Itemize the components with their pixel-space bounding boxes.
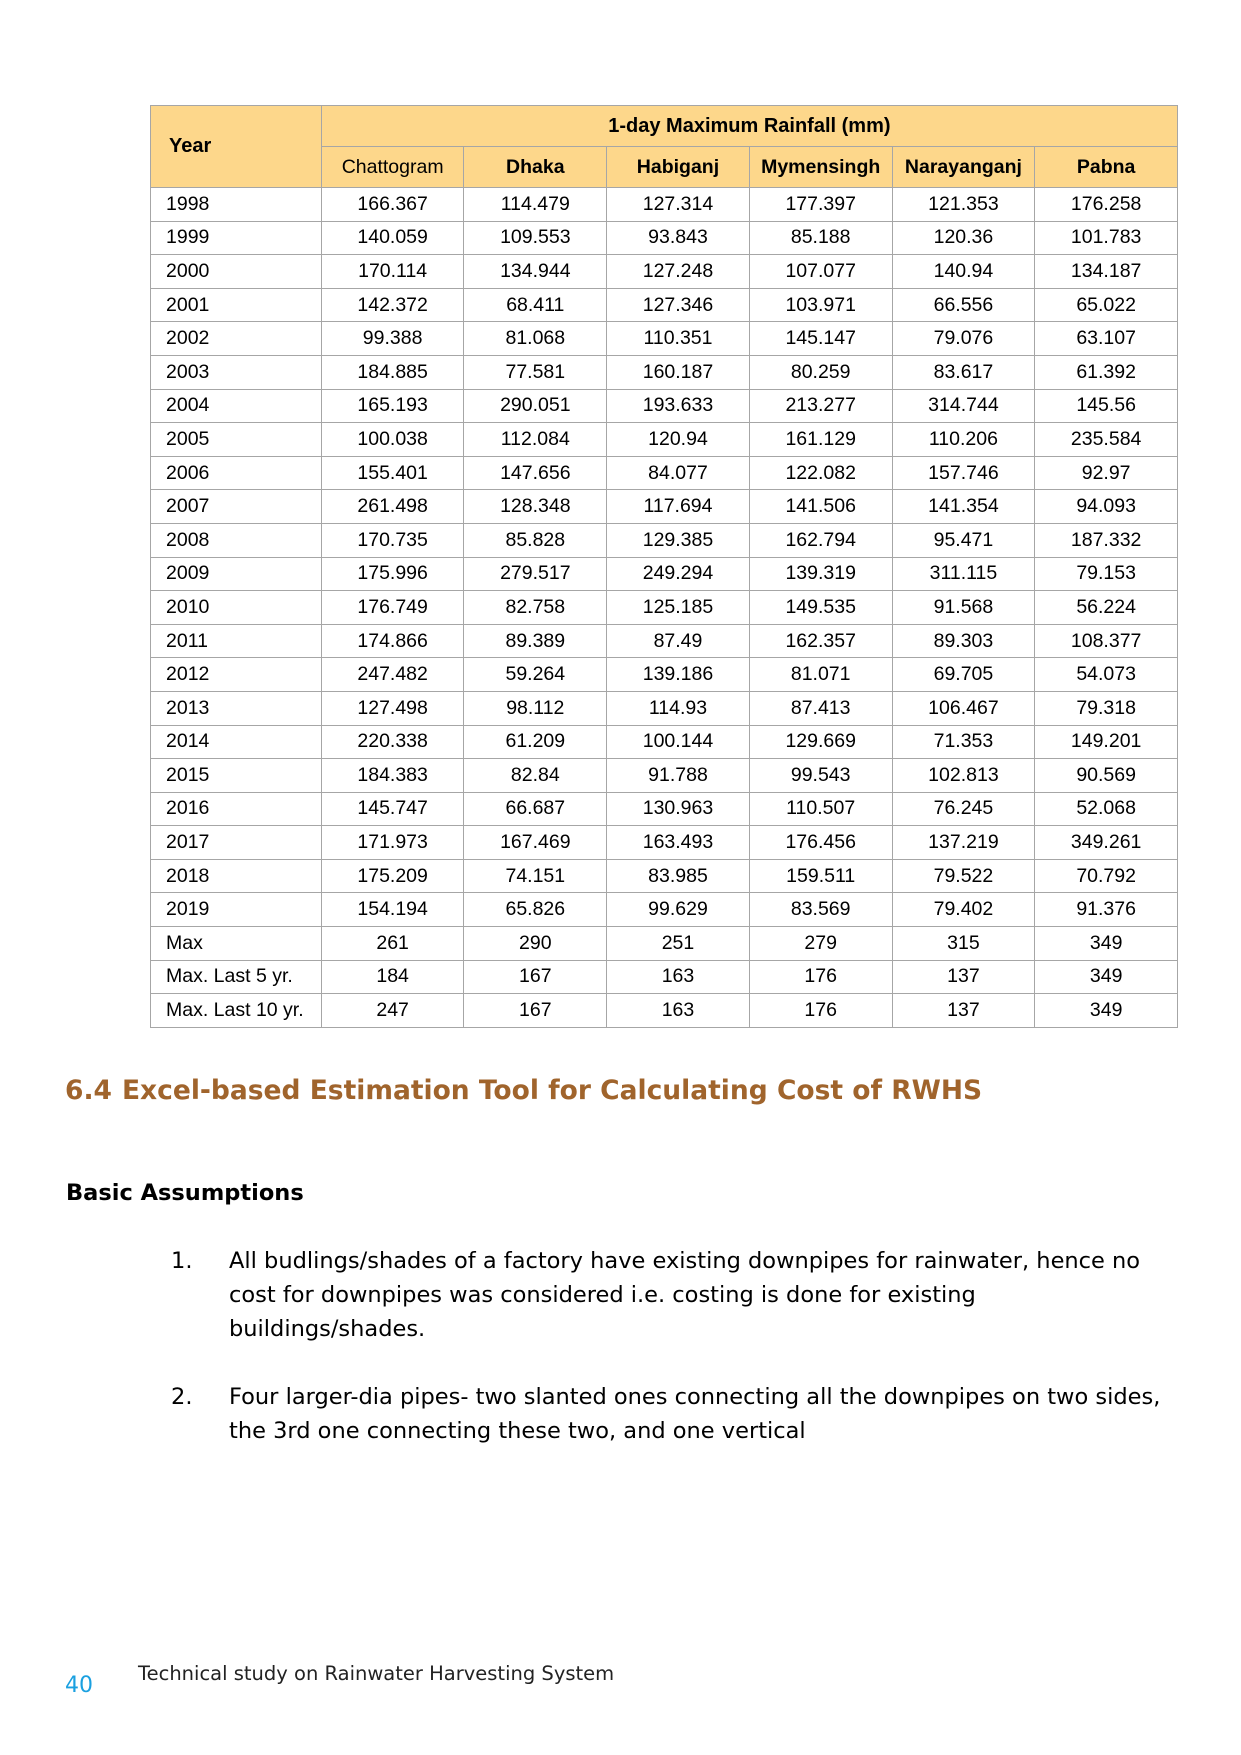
rainfall-value-cell: 147.656	[464, 456, 607, 490]
rainfall-value-cell: 137.219	[892, 826, 1035, 860]
row-label-cell: 2018	[151, 859, 322, 893]
rainfall-value-cell: 92.97	[1035, 456, 1178, 490]
table-row	[151, 658, 1178, 692]
table-row	[151, 759, 1178, 793]
rainfall-value-cell: 129.385	[607, 523, 750, 557]
rainfall-value-cell: 127.314	[607, 188, 750, 222]
rainfall-value-cell: 161.129	[749, 423, 892, 457]
assumption-text: All budlings/shades of a factory have existing downpipes for rainwater, hence no cost for downpipes was considered i.e. costing is done for existing buildings/shades.	[229, 1248, 1141, 1342]
table-row	[151, 792, 1178, 826]
rainfall-value-cell: 176.749	[321, 591, 464, 625]
rainfall-value-cell: 89.389	[464, 624, 607, 658]
rainfall-value-cell: 137	[892, 994, 1035, 1028]
table-row	[151, 523, 1178, 557]
table-row	[151, 423, 1178, 457]
rainfall-value-cell: 167.469	[464, 826, 607, 860]
rainfall-value-cell: 175.996	[321, 557, 464, 591]
rainfall-value-cell: 81.071	[749, 658, 892, 692]
rainfall-value-cell: 61.209	[464, 725, 607, 759]
rainfall-value-cell: 349.261	[1035, 826, 1178, 860]
rainfall-value-cell: 140.059	[321, 221, 464, 255]
rainfall-value-cell: 170.735	[321, 523, 464, 557]
rainfall-value-cell: 99.629	[607, 893, 750, 927]
table-row	[151, 624, 1178, 658]
rainfall-value-cell: 193.633	[607, 389, 750, 423]
page-number: 40	[65, 1673, 93, 1698]
row-label-cell: 2015	[151, 759, 322, 793]
rainfall-value-cell: 110.206	[892, 423, 1035, 457]
rainfall-value-cell: 171.973	[321, 826, 464, 860]
rainfall-value-cell: 167	[464, 960, 607, 994]
rainfall-value-cell: 93.843	[607, 221, 750, 255]
rainfall-value-cell: 167	[464, 994, 607, 1028]
column-header-pabna: Pabna	[1035, 147, 1178, 188]
rainfall-value-cell: 290.051	[464, 389, 607, 423]
rainfall-value-cell: 290	[464, 927, 607, 961]
rainfall-value-cell: 66.687	[464, 792, 607, 826]
rainfall-value-cell: 110.351	[607, 322, 750, 356]
rainfall-value-cell: 247.482	[321, 658, 464, 692]
row-label-cell: 2017	[151, 826, 322, 860]
rainfall-value-cell: 177.397	[749, 188, 892, 222]
rainfall-value-cell: 279.517	[464, 557, 607, 591]
rainfall-value-cell: 95.471	[892, 523, 1035, 557]
rainfall-value-cell: 76.245	[892, 792, 1035, 826]
table-row	[151, 927, 1178, 961]
rainfall-value-cell: 102.813	[892, 759, 1035, 793]
rainfall-value-cell: 54.073	[1035, 658, 1178, 692]
subheading: Basic Assumptions	[66, 1180, 304, 1206]
table-row	[151, 355, 1178, 389]
rainfall-value-cell: 110.507	[749, 792, 892, 826]
table-row	[151, 859, 1178, 893]
rainfall-value-cell: 134.944	[464, 255, 607, 289]
rainfall-value-cell: 79.153	[1035, 557, 1178, 591]
column-header-dhaka: Dhaka	[464, 147, 607, 188]
table-row	[151, 255, 1178, 289]
rainfall-value-cell: 127.346	[607, 288, 750, 322]
rainfall-value-cell: 65.826	[464, 893, 607, 927]
year-header: Year	[151, 106, 322, 188]
rainfall-value-cell: 174.866	[321, 624, 464, 658]
rainfall-value-cell: 176	[749, 994, 892, 1028]
rainfall-value-cell: 163.493	[607, 826, 750, 860]
row-label-cell: Max	[151, 927, 322, 961]
rainfall-value-cell: 125.185	[607, 591, 750, 625]
rainfall-value-cell: 101.783	[1035, 221, 1178, 255]
assumption-text: Four larger-dia pipes- two slanted ones connecting all the downpipes on two sides, the 3rd one connecting these two, and one vertical	[229, 1384, 1161, 1444]
rainfall-value-cell: 108.377	[1035, 624, 1178, 658]
assumption-item	[171, 1380, 1161, 1448]
rainfall-value-cell: 69.705	[892, 658, 1035, 692]
rainfall-value-cell: 106.467	[892, 691, 1035, 725]
rainfall-value-cell: 184	[321, 960, 464, 994]
rainfall-value-cell: 349	[1035, 927, 1178, 961]
rainfall-value-cell: 311.115	[892, 557, 1035, 591]
rainfall-value-cell: 130.963	[607, 792, 750, 826]
rainfall-value-cell: 89.303	[892, 624, 1035, 658]
rainfall-value-cell: 98.112	[464, 691, 607, 725]
rainfall-value-cell: 112.084	[464, 423, 607, 457]
rainfall-value-cell: 261.498	[321, 490, 464, 524]
rainfall-value-cell: 63.107	[1035, 322, 1178, 356]
rainfall-value-cell: 91.568	[892, 591, 1035, 625]
rainfall-value-cell: 184.383	[321, 759, 464, 793]
row-label-cell: 2000	[151, 255, 322, 289]
row-label-cell: 2010	[151, 591, 322, 625]
table-row	[151, 322, 1178, 356]
rainfall-value-cell: 82.84	[464, 759, 607, 793]
rainfall-value-cell: 61.392	[1035, 355, 1178, 389]
rainfall-value-cell: 100.038	[321, 423, 464, 457]
rainfall-value-cell: 349	[1035, 960, 1178, 994]
rainfall-value-cell: 109.553	[464, 221, 607, 255]
row-label-cell: Max. Last 10 yr.	[151, 994, 322, 1028]
row-label-cell: 2004	[151, 389, 322, 423]
rainfall-value-cell: 129.669	[749, 725, 892, 759]
rainfall-value-cell: 251	[607, 927, 750, 961]
row-label-cell: 2014	[151, 725, 322, 759]
rainfall-value-cell: 66.556	[892, 288, 1035, 322]
section-title: Excel-based Estimation Tool for Calculating Cost of RWHS	[121, 1075, 983, 1106]
rainfall-value-cell: 163	[607, 994, 750, 1028]
rainfall-value-cell: 91.788	[607, 759, 750, 793]
table-row	[151, 893, 1178, 927]
rainfall-value-cell: 52.068	[1035, 792, 1178, 826]
row-label-cell: 2012	[151, 658, 322, 692]
rainfall-value-cell: 128.348	[464, 490, 607, 524]
table-row	[151, 456, 1178, 490]
rainfall-value-cell: 279	[749, 927, 892, 961]
rainfall-value-cell: 139.319	[749, 557, 892, 591]
rainfall-value-cell: 99.543	[749, 759, 892, 793]
row-label-cell: 2002	[151, 322, 322, 356]
rainfall-value-cell: 77.581	[464, 355, 607, 389]
rainfall-value-cell: 140.94	[892, 255, 1035, 289]
rainfall-value-cell: 79.318	[1035, 691, 1178, 725]
rainfall-value-cell: 141.354	[892, 490, 1035, 524]
rainfall-value-cell: 70.792	[1035, 859, 1178, 893]
rainfall-value-cell: 114.93	[607, 691, 750, 725]
rainfall-value-cell: 220.338	[321, 725, 464, 759]
rainfall-value-cell: 87.413	[749, 691, 892, 725]
rainfall-value-cell: 176.258	[1035, 188, 1178, 222]
rainfall-value-cell: 56.224	[1035, 591, 1178, 625]
rainfall-value-cell: 149.201	[1035, 725, 1178, 759]
table-row	[151, 221, 1178, 255]
row-label-cell: 2019	[151, 893, 322, 927]
rainfall-value-cell: 145.56	[1035, 389, 1178, 423]
rainfall-value-cell: 176	[749, 960, 892, 994]
column-header-narayanganj: Narayanganj	[892, 147, 1035, 188]
rainfall-value-cell: 83.985	[607, 859, 750, 893]
rainfall-value-cell: 120.94	[607, 423, 750, 457]
row-label-cell: 2011	[151, 624, 322, 658]
rainfall-value-cell: 315	[892, 927, 1035, 961]
rainfall-value-cell: 71.353	[892, 725, 1035, 759]
rainfall-value-cell: 145.147	[749, 322, 892, 356]
rainfall-value-cell: 149.535	[749, 591, 892, 625]
rainfall-value-cell: 117.694	[607, 490, 750, 524]
column-header-habiganj: Habiganj	[607, 147, 750, 188]
rainfall-value-cell: 127.248	[607, 255, 750, 289]
table-row	[151, 725, 1178, 759]
rainfall-value-cell: 314.744	[892, 389, 1035, 423]
table-row	[151, 557, 1178, 591]
table-row	[151, 288, 1178, 322]
rainfall-value-cell: 100.144	[607, 725, 750, 759]
rainfall-value-cell: 81.068	[464, 322, 607, 356]
rainfall-value-cell: 85.188	[749, 221, 892, 255]
row-label-cell: 2003	[151, 355, 322, 389]
table-row	[151, 188, 1178, 222]
rainfall-value-cell: 79.076	[892, 322, 1035, 356]
row-label-cell: 1999	[151, 221, 322, 255]
rainfall-value-cell: 127.498	[321, 691, 464, 725]
rainfall-value-cell: 139.186	[607, 658, 750, 692]
section-heading	[65, 1075, 982, 1106]
table-row	[151, 994, 1178, 1028]
rainfall-value-cell: 122.082	[749, 456, 892, 490]
table-row	[151, 591, 1178, 625]
rainfall-value-cell: 176.456	[749, 826, 892, 860]
footer-title: Technical study on Rainwater Harvesting System	[138, 1662, 615, 1685]
row-label-cell: 2009	[151, 557, 322, 591]
rainfall-value-cell: 170.114	[321, 255, 464, 289]
row-label-cell: 2016	[151, 792, 322, 826]
rainfall-value-cell: 74.151	[464, 859, 607, 893]
rainfall-value-cell: 79.522	[892, 859, 1035, 893]
rainfall-value-cell: 91.376	[1035, 893, 1178, 927]
rainfall-value-cell: 157.746	[892, 456, 1035, 490]
row-label-cell: 2005	[151, 423, 322, 457]
rainfall-table-body	[151, 188, 1178, 1028]
rainfall-value-cell: 249.294	[607, 557, 750, 591]
row-label-cell: 2001	[151, 288, 322, 322]
rainfall-value-cell: 137	[892, 960, 1035, 994]
rainfall-value-cell: 175.209	[321, 859, 464, 893]
rainfall-value-cell: 160.187	[607, 355, 750, 389]
rainfall-value-cell: 349	[1035, 994, 1178, 1028]
rainfall-value-cell: 103.971	[749, 288, 892, 322]
row-label-cell: 2007	[151, 490, 322, 524]
column-header-chattogram: Chattogram	[321, 147, 464, 188]
rainfall-value-cell: 68.411	[464, 288, 607, 322]
rainfall-value-cell: 187.332	[1035, 523, 1178, 557]
rainfall-value-cell: 213.277	[749, 389, 892, 423]
rainfall-value-cell: 247	[321, 994, 464, 1028]
rainfall-value-cell: 83.569	[749, 893, 892, 927]
rainfall-value-cell: 162.357	[749, 624, 892, 658]
assumption-item	[171, 1244, 1161, 1346]
rainfall-value-cell: 145.747	[321, 792, 464, 826]
row-label-cell: 1998	[151, 188, 322, 222]
rainfall-value-cell: 154.194	[321, 893, 464, 927]
rainfall-value-cell: 84.077	[607, 456, 750, 490]
row-label-cell: Max. Last 5 yr.	[151, 960, 322, 994]
rainfall-value-cell: 162.794	[749, 523, 892, 557]
list-number: 2.	[171, 1384, 193, 1410]
rainfall-value-cell: 165.193	[321, 389, 464, 423]
rainfall-value-cell: 59.264	[464, 658, 607, 692]
rainfall-value-cell: 155.401	[321, 456, 464, 490]
rainfall-value-cell: 87.49	[607, 624, 750, 658]
rainfall-value-cell: 80.259	[749, 355, 892, 389]
rainfall-value-cell: 82.758	[464, 591, 607, 625]
rainfall-value-cell: 134.187	[1035, 255, 1178, 289]
table-row	[151, 691, 1178, 725]
rainfall-value-cell: 120.36	[892, 221, 1035, 255]
table-row	[151, 960, 1178, 994]
row-label-cell: 2008	[151, 523, 322, 557]
rainfall-value-cell: 107.077	[749, 255, 892, 289]
table-row	[151, 490, 1178, 524]
list-number: 1.	[171, 1248, 193, 1274]
table-row	[151, 826, 1178, 860]
rainfall-value-cell: 142.372	[321, 288, 464, 322]
row-label-cell: 2013	[151, 691, 322, 725]
rainfall-table	[150, 105, 1178, 1028]
rainfall-value-cell: 235.584	[1035, 423, 1178, 457]
rainfall-value-cell: 163	[607, 960, 750, 994]
rainfall-value-cell: 261	[321, 927, 464, 961]
rainfall-value-cell: 79.402	[892, 893, 1035, 927]
rainfall-value-cell: 99.388	[321, 322, 464, 356]
rainfall-value-cell: 83.617	[892, 355, 1035, 389]
rainfall-value-cell: 90.569	[1035, 759, 1178, 793]
column-header-mymensingh: Mymensingh	[749, 147, 892, 188]
rainfall-value-cell: 85.828	[464, 523, 607, 557]
rainfall-value-cell: 121.353	[892, 188, 1035, 222]
row-label-cell: 2006	[151, 456, 322, 490]
rainfall-value-cell: 141.506	[749, 490, 892, 524]
table-row	[151, 389, 1178, 423]
rainfall-value-cell: 114.479	[464, 188, 607, 222]
rainfall-value-cell: 166.367	[321, 188, 464, 222]
rainfall-group-header: 1-day Maximum Rainfall (mm)	[321, 106, 1177, 147]
rainfall-value-cell: 94.093	[1035, 490, 1178, 524]
rainfall-value-cell: 65.022	[1035, 288, 1178, 322]
section-number: 6.4	[65, 1075, 112, 1106]
rainfall-value-cell: 184.885	[321, 355, 464, 389]
rainfall-value-cell: 159.511	[749, 859, 892, 893]
